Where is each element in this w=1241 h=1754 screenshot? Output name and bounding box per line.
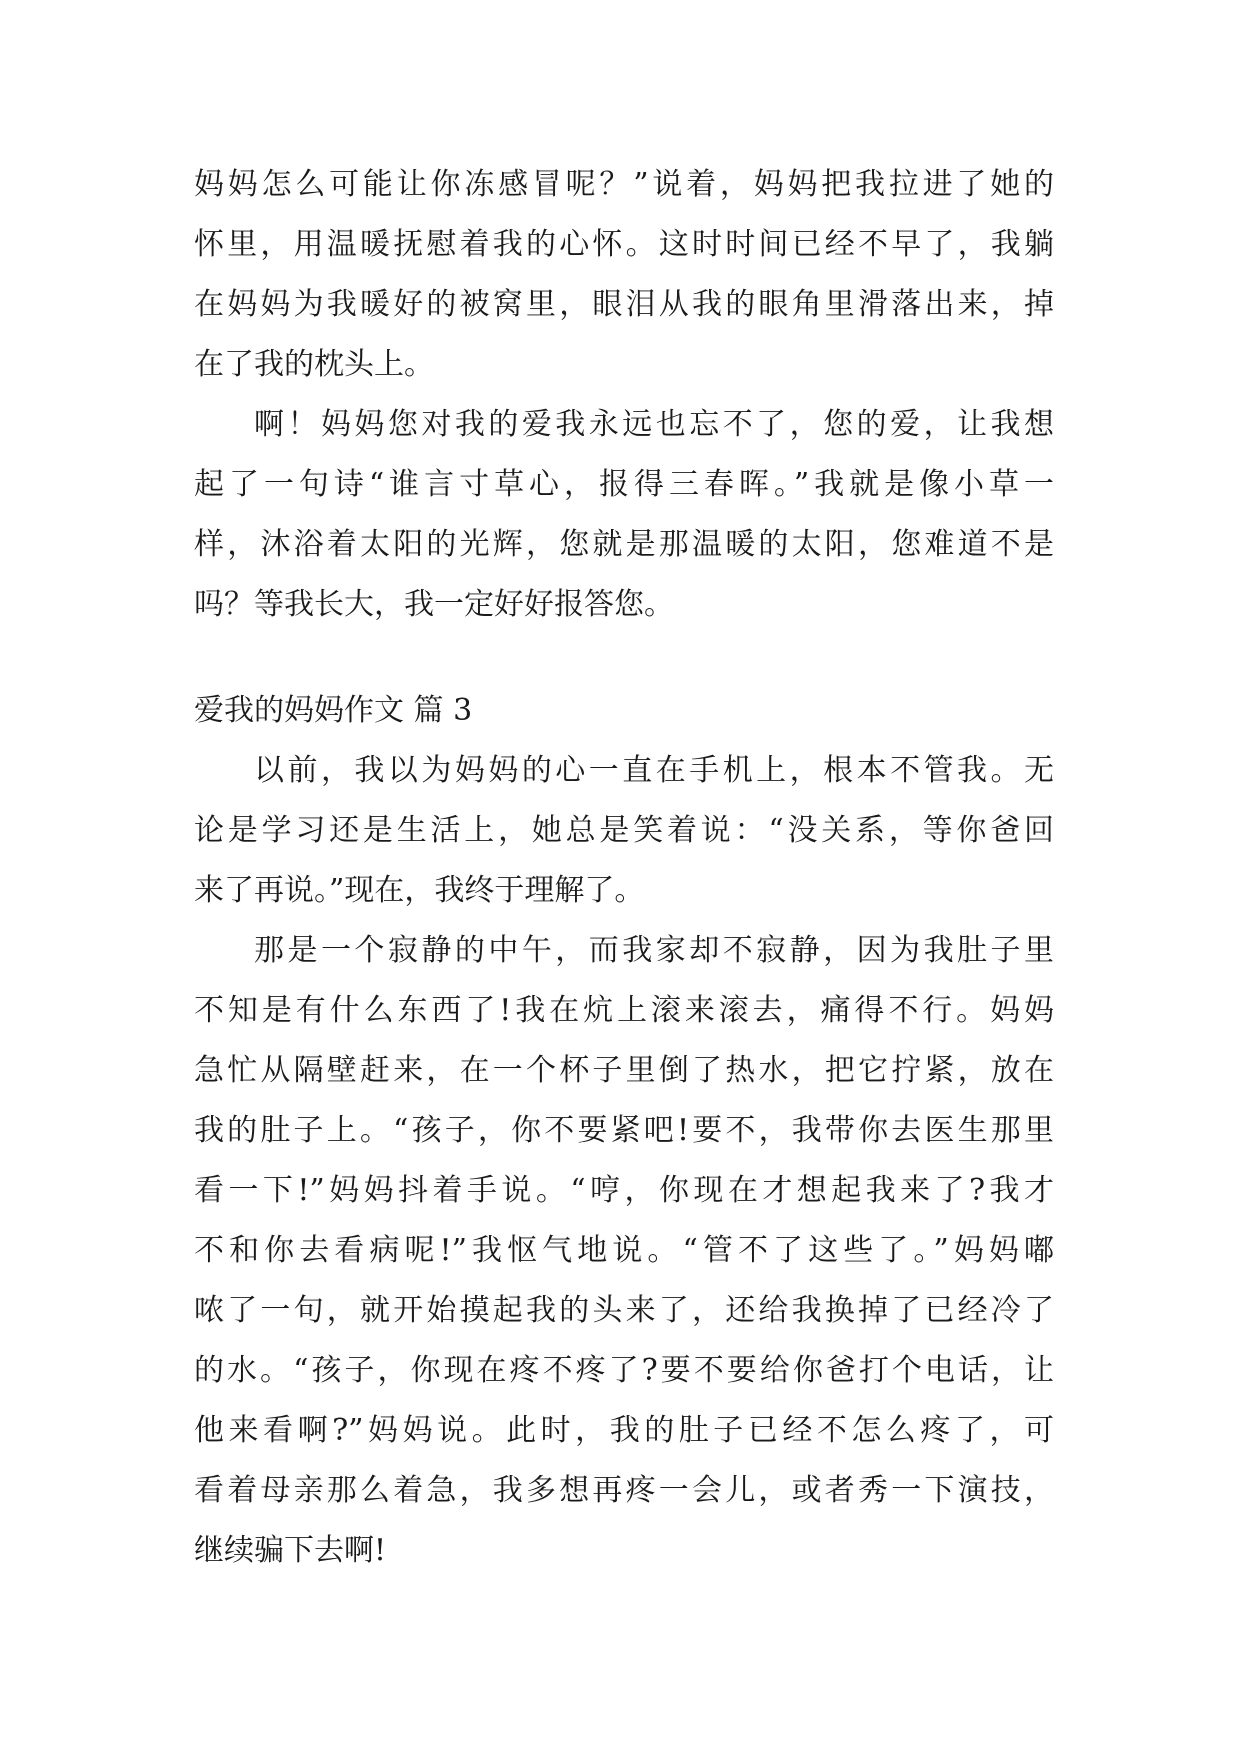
text-line: 来了再说。”现在，我终于理解了。 [194,873,645,908]
text-line: 怀里，用温暖抚慰着我的心怀。这时时间已经不早了，我躺 [194,227,1054,262]
text-line: 哝了一句，就开始摸起我的头来了，还给我换掉了已经冷了 [194,1293,1054,1328]
text-line: 看着母亲那么着急，我多想再疼一会儿，或者秀一下演技， [194,1473,1054,1508]
text-line: 妈妈怎么可能让你冻感冒呢？”说着，妈妈把我拉进了她的 [194,167,1054,202]
text-line: 的水。“孩子，你现在疼不疼了?要不要给你爸打个电话，让 [194,1353,1054,1388]
text-line: 那是一个寂静的中午，而我家却不寂静，因为我肚子里 [254,933,1054,968]
text-line: 继续骗下去啊! [194,1533,387,1568]
text-line: 急忙从隔壁赶来，在一个杯子里倒了热水，把它拧紧，放在 [194,1053,1054,1088]
text-line: 以前，我以为妈妈的心一直在手机上，根本不管我。无 [254,753,1054,788]
text-line: 样，沐浴着太阳的光辉，您就是那温暖的太阳，您难道不是 [194,527,1054,562]
text-line: 在了我的枕头上。 [194,347,434,382]
text-line: 我的肚子上。“孩子，你不要紧吧!要不，我带你去医生那里 [194,1113,1054,1148]
text-line: 他来看啊?”妈妈说。此时，我的肚子已经不怎么疼了，可 [194,1413,1054,1448]
text-line: 论是学习还是生活上，她总是笑着说：“没关系，等你爸回 [194,813,1054,848]
text-line: 吗？等我长大，我一定好好报答您。 [194,587,674,622]
text-line: 啊！妈妈您对我的爱我永远也忘不了，您的爱，让我想 [254,407,1054,442]
text-line: 看一下!”妈妈抖着手说。“哼，你现在才想起我来了?我才 [194,1173,1054,1208]
text-line: 起了一句诗“谁言寸草心，报得三春晖。”我就是像小草一 [194,467,1054,502]
text-line: 不和你去看病呢!”我怄气地说。“管不了这些了。”妈妈嘟 [194,1233,1054,1268]
section-heading: 爱我的妈妈作文 篇 3 [194,693,473,728]
text-line: 不知是有什么东西了!我在炕上滚来滚去，痛得不行。妈妈 [194,993,1054,1028]
text-line: 在妈妈为我暖好的被窝里，眼泪从我的眼角里滑落出来，掉 [194,287,1054,322]
